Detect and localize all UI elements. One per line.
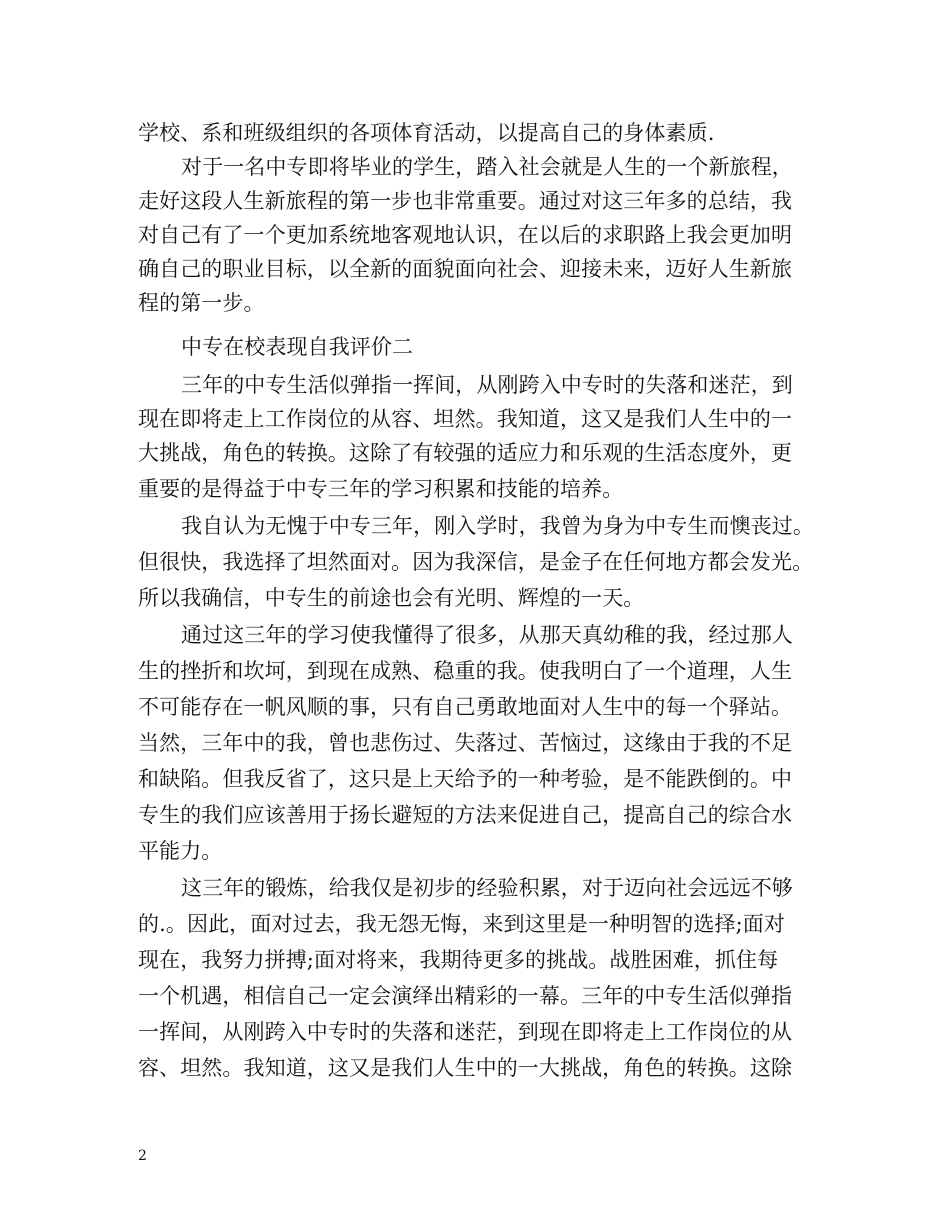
text-line: 重要的是得益于中专三年的学习积累和技能的培养。 [138, 477, 624, 501]
text-line: 和缺陷。但我反省了，这只是上天给予的一种考验，是不能跌倒的。中 [138, 767, 793, 791]
text-line: 大挑战，角色的转换。这除了有较强的适应力和乐观的生活态度外，更 [138, 441, 793, 465]
text-line: 三年的中专生活似弹指一挥间，从刚跨入中专时的失落和迷茫，到 [181, 373, 793, 397]
section-heading: 中专在校表现自我评价二 [181, 335, 414, 359]
text-line: 程的第一步。 [138, 291, 265, 315]
text-line: 现在，我努力拼搏;面对将来，我期待更多的挑战。战胜困难，抓住每 [138, 948, 779, 972]
text-line: 生的挫折和坎坷，到现在成熟、稳重的我。使我明白了一个道理，人生 [138, 659, 793, 683]
text-line: 我自认为无愧于中专三年，刚入学时，我曾为身为中专生而懊丧过。 [181, 514, 814, 538]
text-line: 对自己有了一个更加系统地客观地认识，在以后的求职路上我会更加明 [138, 223, 793, 247]
text-line: 通过这三年的学习使我懂得了很多，从那天真幼稚的我，经过那人 [181, 623, 793, 647]
text-line: 平能力。 [138, 839, 223, 863]
text-line: 一个机遇，相信自己一定会演绎出精彩的一幕。三年的中专生活似弹指 [138, 984, 793, 1008]
text-line: 所以我确信，中专生的前途也会有光明、辉煌的一天。 [138, 586, 645, 610]
text-line: 专生的我们应该善用于扬长避短的方法来促进自己，提高自己的综合水 [138, 803, 793, 827]
text-line: 确自己的职业目标，以全新的面貌面向社会、迎接未来，迈好人生新旅 [138, 257, 793, 281]
text-line: 容、坦然。我知道，这又是我们人生中的一大挑战，角色的转换。这除 [138, 1056, 793, 1080]
text-line: 的.。因此，面对过去，我无怨无悔，来到这里是一种明智的选择;面对 [138, 912, 785, 936]
text-line: 一挥间，从刚跨入中专时的失落和迷茫，到现在即将走上工作岗位的从 [138, 1020, 793, 1044]
text-line: 这三年的锻炼，给我仅是初步的经验积累，对于迈向社会远远不够 [181, 876, 793, 900]
page-number: 2 [138, 1148, 147, 1164]
text-line: 当然，三年中的我，曾也悲伤过、失落过、苦恼过，这缘由于我的不足 [138, 731, 793, 755]
text-line: 学校、系和班级组织的各项体育活动，以提高自己的身体素质. [138, 121, 715, 145]
text-line: 对于一名中专即将毕业的学生，踏入社会就是人生的一个新旅程， [181, 155, 793, 179]
text-line: 走好这段人生新旅程的第一步也非常重要。通过对这三年多的总结，我 [138, 189, 793, 213]
text-line: 现在即将走上工作岗位的从容、坦然。我知道，这又是我们人生中的一 [138, 407, 793, 431]
text-line: 但很快，我选择了坦然面对。因为我深信，是金子在任何地方都会发光。 [138, 550, 814, 574]
text-line: 不可能存在一帆风顺的事，只有自己勇敢地面对人生中的每一个驿站。 [138, 695, 793, 719]
